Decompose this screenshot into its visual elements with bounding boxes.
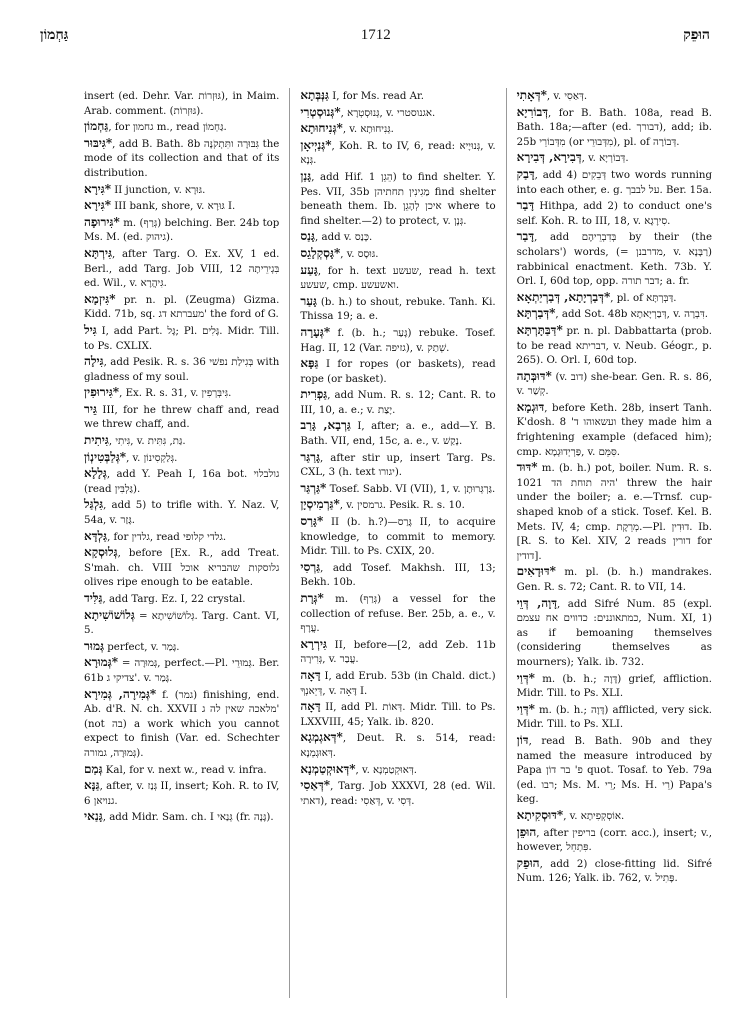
entry-definition: , Targ. Job XXXVI, 28 (ed. Wil. דאתי), read: דְּאַסִי, v. דְּסִי. <box>300 781 496 807</box>
entry-definition: m. pl. (b. h.) mandrakes. Gen. R. s. 72; Cant. R. to VII, 14. <box>516 567 712 593</box>
dictionary-entry <box>517 564 712 595</box>
dictionary-entry <box>517 460 712 564</box>
dictionary-entry <box>517 198 712 229</box>
entry-definition: (v. דוב) she-bear. Gen. R. s. 86, v. קְשַׁר. <box>516 371 712 398</box>
entry-headword: גְּלָלָא <box>84 466 107 481</box>
entry-definition: , before Keth. 28b, insert Tanh. K'dosh. 8 'ועשאוהו ד they made him a frightening example (defaced him); cmp. פַּרְיְדוּגְמָא, v. סִּמֵּם. <box>516 402 712 458</box>
dictionary-entry <box>84 450 279 467</box>
page-header <box>40 22 710 48</box>
dictionary-entry <box>300 325 495 356</box>
entry-definition: II, add Pl. דְּאוֹת. Midr. Till. to Ps. LXXVIII, 45; Yalk. ib. 820. <box>300 702 496 728</box>
entry-definition: , add 2) close-fitting lid. Sifré Num. 126; Yalk. ib. 762, v. פָּתִיל. <box>516 858 712 885</box>
entry-headword: גְּלוּסְקָא <box>84 545 118 560</box>
entry-definition: Hithpa, add 2) to conduct one's self. Koh. R. to III, 18, v. סִירָגָא. <box>516 201 712 227</box>
dictionary-entry <box>84 198 279 215</box>
entry-headword: דּוּגְמָא <box>516 399 545 414</box>
entry-definition: , v. דְּבוֹרְיָא. <box>581 153 629 165</box>
entry-headword: *גִּירוּפִין <box>84 385 120 400</box>
entry-definition: , after בריפין (corr. acc.), insert; v., however, פִּתְחֵל. <box>516 827 712 854</box>
entry-definition: II junction, v. גּוּרָא. <box>110 184 206 196</box>
entry-definition: , for B. Bath. 108a, read B. Bath. 18a;—after (ed. דבורך), add; ib. 25b מִדְּבוֹרֵי (or מִדְּבוּרֵי), pl. of דְּבוֹרָה. <box>516 107 712 148</box>
entry-definition: , pl. of דַּבְּרְתָּא. <box>610 292 677 304</box>
entry-definition: m. (גְּרַף) belching. Ber. 24b top Ms. M. (ed. גיהוק). <box>84 217 280 244</box>
entry-definition: I, add Part. גָּל; Pl. גָּלִים. Midr. Till. to Ps. CXLIX. <box>84 325 280 352</box>
entry-headword: דָּוָה, דְּוֵי <box>516 595 558 610</box>
entry-definition: , add v. כָּנַס. <box>315 232 373 244</box>
page-number: 1712 <box>360 26 391 43</box>
entry-headword: *גְּמִירָה, גְּמִירָא <box>84 686 157 701</box>
entry-headword: דָּבַר <box>516 198 535 213</box>
column-right <box>517 88 712 887</box>
entry-definition: , add 5) to trifle with. Y. Naz. V, 54a, v. גָּזַר. <box>84 500 280 527</box>
entry-definition: I, add Erub. 53b (in Chald. dict.) דְּיֵאנְךָ, v. דָּאָה I. <box>300 670 496 697</box>
entry-definition: I, after; a. e., add—Y. B. Bath. VII, end, 15c, a. e., v. נָקַשׁ. <box>300 421 496 448</box>
entry-headword: גִּיל <box>84 322 97 337</box>
entry-headword: גַּחְמוֹן <box>84 119 109 134</box>
entry-headword: *גְּעָרָה <box>300 324 331 339</box>
entry-definition: , read B. Bath. 90b and they named the measure introduced by Papa פ' בר דוֹן quot. Tosaf. to Yeb. 79a (ed. רבו; Ms. M. רֵי; Ms. H. רֵי) Papa's keg. <box>516 735 712 806</box>
entry-definition: , add Sot. 48b דְּבַרְיָאתָא, v. דִּבְרָה. <box>555 309 709 321</box>
entry-headword: *גַּרְמִיסְיָן <box>300 497 340 512</box>
dictionary-entry <box>300 246 495 263</box>
entry-headword: גִּירְרָא <box>300 636 327 651</box>
dictionary-entry <box>84 778 279 809</box>
dictionary-entry <box>84 354 279 385</box>
entry-definition: , v. אוֹסְקְפִיתָא. <box>563 810 625 822</box>
dictionary-entry <box>517 306 712 323</box>
entry-definition: pr. n. pl. Dabbattarta (prob. to be read דבריתא, v. Neub. Géogr., p. 265). O. Orl. I, 60d top. <box>516 325 712 367</box>
entry-headword: גַּרְסִי <box>300 559 321 574</box>
entry-definition: , v. גרמסין. Pesik. R. s. 10. <box>339 500 465 512</box>
dictionary-entry <box>84 119 279 136</box>
column-left <box>84 88 279 826</box>
entry-definition: , גְּנוּסְטְרָא, v. אגנוסטרי. <box>340 107 436 119</box>
entry-headword: גָּנַס <box>300 229 316 244</box>
entry-definition: m. (b. h.; דָּוָה) afflicted, very sick. Midr. Till. to Ps. XLI. <box>516 704 712 731</box>
entry-headword: *דּוּבְּתָה <box>516 368 552 383</box>
dictionary-entry <box>300 450 495 481</box>
entry-definition: pr. n. pl. (Zeugma) Gizma. Kidd. 71b, sq. מעברתא דג' the ford of G. <box>84 294 280 321</box>
dictionary-entry <box>300 418 495 449</box>
entry-definition: , add Tosef. Makhsh. III, 13; Bekh. 10b. <box>300 562 496 589</box>
entry-headword: *דְּאוּקְטַמְנָא <box>300 761 356 776</box>
dictionary-entry <box>300 229 495 246</box>
entry-headword: גַּרְבָא, גָּרַב <box>300 418 351 433</box>
dictionary-entry <box>517 733 712 808</box>
entry-definition: , add 4) דְּבֵקִים two words running into each other, e. g. על לבבך. Ber. 15a. <box>516 169 712 196</box>
dictionary-entry <box>84 497 279 528</box>
entry-headword: *דּוּד <box>516 460 538 475</box>
dictionary-entry <box>300 169 495 229</box>
entry-definition: I for ropes (or baskets), read rope (or basket). <box>300 359 496 385</box>
dictionary-entry <box>84 136 279 182</box>
dictionary-entry <box>84 639 279 656</box>
entry-headword: *גְּנוּסְטְרִי <box>300 104 341 119</box>
entry-definition: m. (גְּרַף) a vessel for the collection of refuse. Ber. 25b, a. e., v. עֲרָף. <box>300 594 496 635</box>
entry-headword: גִּיתִית <box>84 433 109 448</box>
entry-headword: *גְּנִיחוּתָא <box>300 121 343 136</box>
dictionary-entry <box>517 671 712 702</box>
dictionary-entry <box>84 385 279 402</box>
entry-headword: גָּנַאי <box>84 809 103 824</box>
entry-definition: insert (ed. Dehr. Var. גּוּזְרוֹת), in Maim. Arab. comment. (גּוּזְרוֹת). <box>84 91 280 117</box>
column-middle <box>300 88 495 809</box>
entry-definition: , Koh. R. to IV, 6, read: גְּנוּיָיא, v. גְּנָא. <box>300 140 496 167</box>
dictionary-entry <box>84 402 279 433</box>
entry-definition: , add Midr. Sam. ch. I גְּנַאי (fr. גָּנָה). <box>102 812 274 824</box>
entry-headword: הוּפֵק <box>516 855 540 870</box>
entry-headword: גִּירְתָּא <box>84 245 113 260</box>
entry-headword: *דְּוַי <box>516 701 535 716</box>
dictionary-entry <box>517 88 712 105</box>
entry-headword: *דַּבַּתָּרְתָּא <box>516 322 563 337</box>
entry-definition: , v. דְּאוּקְטַמְנָא. <box>355 764 417 776</box>
dictionary-entry <box>517 400 712 460</box>
entry-definition: , add Hif. הֵגֵן 1) to find shelter. Y. Pes. VII, 35b מַגִינִין תחתיהן find shelter beneath them. Ib. איכן לְהָגֵן where to find shelter.—2) to protect, v. גְּנָן. <box>300 171 496 227</box>
dictionary-entry <box>84 655 279 686</box>
entry-definition: , Deut. R. s. 514, read: דְּאוּגְמְנָא. <box>300 733 496 759</box>
entry-definition: , after, v. גְּנַז II, insert; Koh. R. to IV, 6 גנויאן. <box>84 781 280 807</box>
entry-headword: *גְּנַיְיאָן <box>300 137 332 152</box>
entry-definition: Tosef. Sabb. VI (VII), 1, v. גַּרְגְּרוּתָן. <box>326 483 496 495</box>
entry-definition: , גִּיתִי, v. גַּת, גִּתִּית. <box>108 436 186 448</box>
entry-headword: דָּבַק <box>516 166 535 181</box>
entry-definition: , before [Ex. R., add Treat. S'mah. ch. VIII גלוסקות שהבריא אוכל olives ripe enough to be eatable. <box>84 548 280 589</box>
entry-definition: , add Targ. Ez. I, 22 crystal. <box>102 594 246 605</box>
entry-headword: דְּבִירָא, דְּבִירָא <box>516 150 582 165</box>
entry-definition: , for גחמון m., read גַּחְמוֹן. <box>108 122 227 134</box>
dictionary-entry <box>300 560 495 591</box>
dictionary-entry <box>517 167 712 198</box>
dictionary-entry <box>300 481 495 498</box>
entry-definition: II (b. h.?)—גָּרַס II, to acquire knowledge, to commit to memory. Midr. Till. to Ps. CXIX, 20. <box>300 517 496 558</box>
dictionary-entry <box>517 369 712 400</box>
entry-headword: דְּבוֹרִיָא <box>516 104 549 119</box>
dictionary-entry <box>300 762 495 779</box>
entry-headword: גַּנָּא <box>84 778 100 793</box>
entry-headword: *גָּרַס <box>300 514 324 529</box>
entry-headword: גַּפְרִית <box>300 387 328 402</box>
entry-headword: *דְּבַרְתָּא <box>516 306 556 321</box>
entry-definition: III bank, shore, v. גּוּרָא I. <box>110 201 236 213</box>
entry-definition: , for h. text שעשע, read h. text שעשע, cmp. ואשעשע. <box>300 265 496 292</box>
entry-headword: *גִּירוּפָה <box>84 214 120 229</box>
entry-headword: *גְּמוּרָא <box>84 655 119 670</box>
entry-definition: , for גלדין, read גלדי קלופי. <box>107 531 227 543</box>
entry-definition: f. (b. h.; גָּעַר) rebuke. Tosef. Hag. II, 12 (Var. גזיפה), v. שְׁתַק. <box>300 327 496 354</box>
entry-headword: *דְּאָתִי <box>516 88 547 102</box>
entry-definition: , add בְּדִבְרֵיהֶם by their (the scholars') words, (= מדרבנן, v. רַבָּנָא) rabbinical enactment. Keth. 73b. Y. Orl. I, 60d top, opp. דבר תורה; a. fr. <box>516 232 712 288</box>
dictionary-entry <box>517 825 712 856</box>
entry-headword: גַּלְדָּא <box>84 528 108 543</box>
dictionary-entry <box>84 466 279 497</box>
dictionary-entry <box>517 290 712 307</box>
entry-headword: *גִּיבּוּר <box>84 135 113 150</box>
entry-headword: *דְּבַרְיָתָא, דְּבַרְיַתְאָא <box>516 289 611 304</box>
entry-definition: = גְּמוּרָה, perfect.—Pl. גְּמוּרֵי. Ber. 61b צדיקי ג'. v. גָּמַר. <box>84 658 280 684</box>
dictionary-entry <box>84 215 279 246</box>
entry-headword: גָּרַגַּר <box>300 449 321 464</box>
entry-headword: *דְּאַסִי <box>300 778 331 793</box>
entry-headword: *גַּרְגַּר <box>300 480 327 495</box>
dictionary-entry <box>300 497 495 514</box>
entry-definition: m. (b. h.) pot, boiler. Num. R. s. 1021 היה תוחת הד' threw the hair under the boiler; a. e.—Trnsf. cup-shaped knob of a stick. Tosef. Kel. B. Mets. IV, 4; cmp. מְרֵקֶת.—Pl. דוּדִין. Ib. [R. S. to Kel. XIV, 2 reads דורין for דודין]. <box>516 463 712 562</box>
entry-definition: , add Y. Peah I, 16a bot. גולבלוי (read גַּלְבִּין). <box>84 469 280 495</box>
entry-headword: גֵּיר <box>84 401 98 416</box>
entry-definition: , v. גּוּסָס. <box>340 248 379 260</box>
entry-headword: דָּאָה <box>300 699 321 714</box>
dictionary-entry <box>300 778 495 809</box>
entry-definition: , add B. Bath. 8b גִּבּוּרָה ותִּתְקֹנָּה the mode of its collection and that of its distribution. <box>84 138 280 179</box>
entry-headword: *גִּירָא <box>84 181 111 196</box>
dictionary-entry <box>300 356 495 387</box>
entry-headword: גַּפָּא <box>300 356 319 371</box>
header-guide-word-left: גַּחְמוֹן <box>40 26 69 43</box>
dictionary-entry <box>517 229 712 289</box>
dictionary-entry <box>300 121 495 138</box>
entry-definition: , Ex. R. s. 31, v. גִּיבְּרְפִין. <box>119 388 232 400</box>
dictionary-entry <box>300 105 495 122</box>
dictionary-entry <box>84 88 279 119</box>
column-divider <box>289 88 290 998</box>
dictionary-entry <box>300 294 495 325</box>
dictionary-entry <box>300 387 495 418</box>
entry-headword: *דְּוַי <box>516 670 535 685</box>
entry-headword: דָּבַר <box>516 229 535 244</box>
dictionary-entry <box>84 608 279 639</box>
entry-headword: גָּעַע <box>300 262 318 277</box>
entry-definition: m. (b. h.; דָּוָה) grief, affliction. Midr. Till. to Ps. XLI. <box>516 673 712 700</box>
dictionary-entry <box>84 687 279 762</box>
entry-headword: גִּילָה <box>84 354 104 369</box>
entry-headword: *גִּירָא <box>84 198 111 213</box>
entry-headword: גַּנְּבְּתָא <box>300 88 329 102</box>
dictionary-entry <box>517 105 712 151</box>
entry-headword: גַּלִּיד <box>84 591 103 605</box>
entry-headword: *דְּאגְמְגָא <box>300 730 343 745</box>
dictionary-entry <box>517 702 712 733</box>
entry-definition: , add Sifré Num. 85 (expl. כמתאוננים: כדווים אח עצמם, Num. XI, 1) as if bemoaning themselves (considering themselves as mourners); Yalk. ib. 732. <box>516 598 712 668</box>
dictionary-entry <box>300 263 495 294</box>
entry-definition: , add Pesik. R. s. 36 בְּגִילַת נפשׁי with gladness of my soul. <box>84 357 280 383</box>
dictionary-entry <box>300 514 495 560</box>
entry-headword: גְּמַם <box>84 761 103 776</box>
entry-definition: II, before—[2, add Zeb. 11b גְּרִירָה, v. עֲבַר. <box>300 639 496 666</box>
entry-headword: גָּעַר <box>300 293 317 308</box>
entry-headword: גְּמוּר <box>84 638 105 653</box>
entry-headword: *גָּסְקְלָגֵס <box>300 245 341 260</box>
dictionary-entry <box>300 138 495 169</box>
dictionary-entry <box>84 529 279 546</box>
entry-definition: f. (גמר) finishing, end. Ab. d'R. N. ch. XXVII מלאכה שאין לה ג' (not בה) a work which you cannot expect to finish (Var. ed. Schechter גְּמוּרָה, גמורה). <box>84 689 280 759</box>
dictionary-entry <box>300 591 495 637</box>
entry-headword: גְּלוֹשׁוֹשִׁיתָא <box>84 607 135 622</box>
dictionary-entry <box>300 730 495 761</box>
dictionary-entry <box>84 292 279 323</box>
dictionary-entry <box>84 591 279 608</box>
dictionary-entry <box>517 596 712 671</box>
entry-definition: III, for he threw chaff and, read we threw chaff, and. <box>84 404 280 431</box>
entry-headword: *גִּיזְמָא <box>84 291 116 306</box>
column-divider <box>506 88 507 998</box>
dictionary-entry <box>84 809 279 826</box>
dictionary-entry <box>517 323 712 369</box>
entry-definition: , v. דְּאַסִי. <box>546 91 588 102</box>
entry-definition: I, for Ms. read Ar. <box>329 91 424 102</box>
entry-definition: (b. h.) to shout, rebuke. Tanh. Ki. Thissa 19; a. e. <box>300 296 496 323</box>
dictionary-entry <box>300 637 495 668</box>
entry-headword: גִּלְגַּל <box>84 497 104 512</box>
columns-container <box>84 88 712 998</box>
entry-definition: Kal, for v. next w., read v. infra. <box>102 764 267 776</box>
dictionary-entry <box>517 856 712 887</box>
entry-definition: , after Targ. O. Ex. XV, 1 ed. Berl., add Targ. Job VIII, 12 בִּגְירֵיתָה ed. Wil., v. גִּיהֲרָא. <box>84 248 280 290</box>
entry-headword: דּוֹן <box>516 732 529 747</box>
entry-definition: perfect, v. גָּמַר. <box>104 641 180 653</box>
entry-definition: , v. גְּלַקְסִינוֹן. <box>126 452 178 464</box>
dictionary-entry <box>84 246 279 292</box>
entry-headword: *גְּרָת <box>300 591 324 605</box>
entry-definition: = גְּלוֹשׁוֹשִׁיתָא. Targ. Cant. VI, 5. <box>84 610 280 637</box>
dictionary-entry <box>517 150 712 167</box>
dictionary-entry <box>517 808 712 825</box>
dictionary-entry <box>300 668 495 699</box>
dictionary-entry <box>300 699 495 730</box>
header-guide-word-right: הוּפֵק <box>683 26 710 43</box>
dictionary-entry <box>84 545 279 591</box>
entry-headword: דָּאָה <box>300 667 321 682</box>
entry-definition: , after stir up, insert Targ. Ps. CXL, 3 (h. text יגורו). <box>300 452 496 479</box>
dictionary-entry <box>84 433 279 450</box>
entry-definition: , v. גְּנִיחוּתָא. <box>342 124 394 136</box>
entry-headword: גָּנַן <box>300 168 312 183</box>
entry-definition: , add Num. R. s. 12; Cant. R. to III, 10, a. e.; v. יָצַת. <box>300 390 496 416</box>
entry-headword: *דּוּדָאִים <box>516 564 556 579</box>
dictionary-entry <box>84 182 279 199</box>
entry-headword: *גְּלַבְּטִינְוֹן <box>84 449 127 464</box>
entry-headword: *דּוּסְקִיתָא <box>516 807 564 822</box>
dictionary-entry <box>300 88 495 105</box>
entry-headword: הוּפֵן <box>516 824 537 839</box>
dictionary-entry <box>84 323 279 354</box>
dictionary-entry <box>84 762 279 779</box>
